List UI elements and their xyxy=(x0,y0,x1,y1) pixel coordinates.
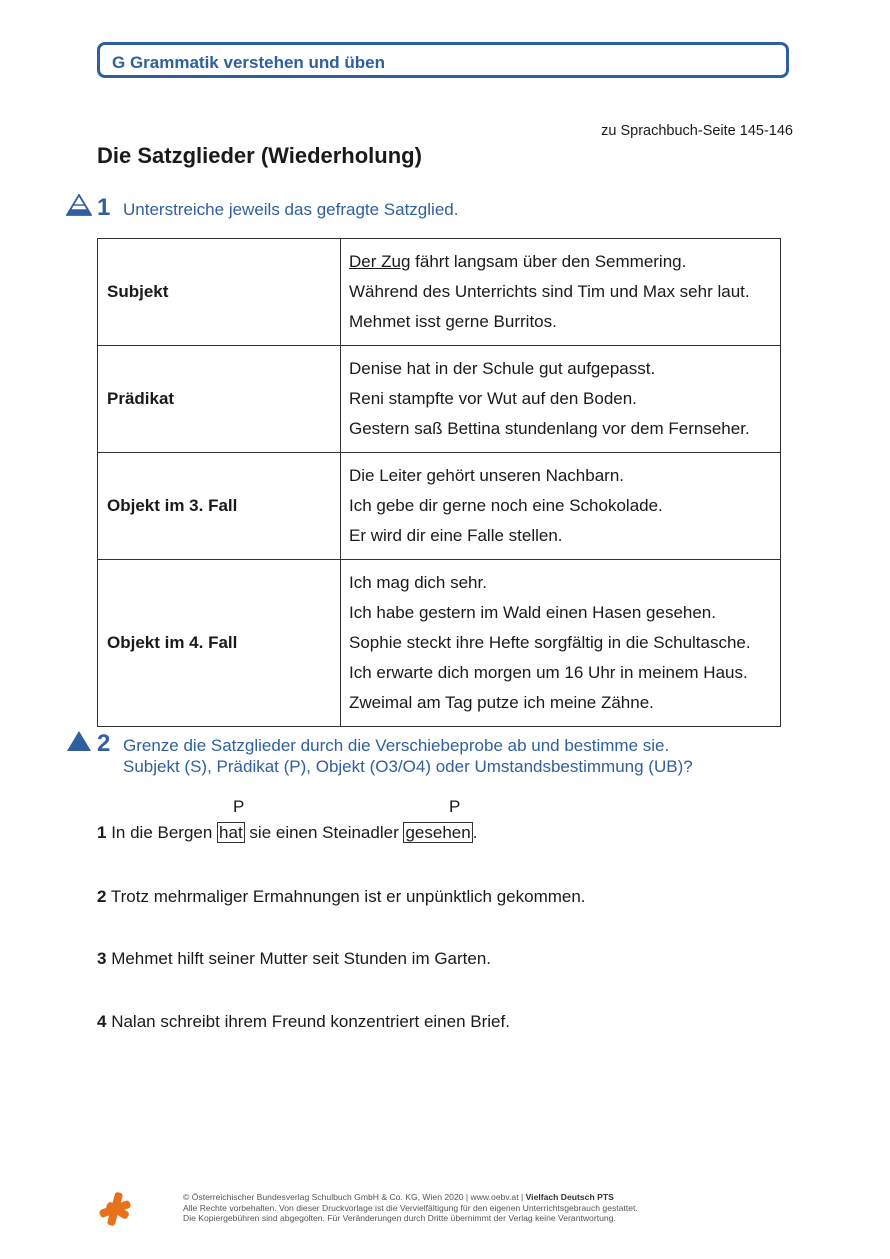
exercise-sentence-3 xyxy=(97,949,491,969)
task-2-instruction xyxy=(123,735,693,777)
sentence: Ich erwarte dich morgen um 16 Uhr in meinem Haus. xyxy=(349,663,748,682)
sentence-text: Mehmet hilft seiner Mutter seit Stunden im Garten. xyxy=(106,949,492,968)
sentence-cell xyxy=(341,346,781,453)
sentence-cell xyxy=(341,560,781,727)
sentence: Zweimal am Tag putze ich meine Zähne. xyxy=(349,693,654,712)
sentence: Während des Unterrichts sind Tim und Max sehr laut. xyxy=(349,282,750,301)
page-reference: zu Sprachbuch-Seite 145-146 xyxy=(601,123,793,139)
exercise-sentence-1 xyxy=(97,823,477,843)
exercise-sentence-4 xyxy=(97,1012,510,1032)
underlined-answer: Der Zug xyxy=(349,252,411,271)
difficulty-level-1-icon xyxy=(66,194,92,216)
table-row xyxy=(98,346,781,453)
row-label: Objekt im 4. Fall xyxy=(98,560,341,727)
footer-line-3: Die Kopiergebühren sind abgegolten. Für Veränderungen durch Dritte übernimmt der Verlag keine Verantwortung. xyxy=(183,1213,616,1223)
table-row xyxy=(98,453,781,560)
row-label: Objekt im 3. Fall xyxy=(98,453,341,560)
table-row xyxy=(98,560,781,727)
exercise-sentence-2 xyxy=(97,887,586,907)
page-title: Die Satzglieder (Wiederholung) xyxy=(97,143,422,168)
sentence: Ich mag dich sehr. xyxy=(349,573,487,592)
sentence: Die Leiter gehört unseren Nachbarn. xyxy=(349,466,624,485)
sentence: Ich habe gestern im Wald einen Hasen gesehen. xyxy=(349,603,716,622)
sentence: Reni stampfte vor Wut auf den Boden. xyxy=(349,389,637,408)
sentence xyxy=(349,247,772,277)
sentence-text: In die Bergen xyxy=(106,823,218,842)
footer-line-1 xyxy=(183,1192,638,1203)
boxed-satzglied: hat xyxy=(219,823,243,842)
satzglieder-table xyxy=(97,238,781,727)
sentence: Gestern saß Bettina stundenlang vor dem Fernseher. xyxy=(349,419,750,438)
chapter-header xyxy=(97,42,789,78)
sentence-text: sie einen Steinadler xyxy=(244,823,404,842)
sentence-text: . xyxy=(472,823,478,842)
footer-line-2: Alle Rechte vorbehalten. Von dieser Druckvorlage ist die Vervielfältigung für den eigenen Unterrichtsgebrauch gestattet. xyxy=(183,1202,638,1213)
sentence-number: 1 xyxy=(97,823,107,842)
table-row xyxy=(98,239,781,346)
task-1-instruction: Unterstreiche jeweils das gefragte Satzglied. xyxy=(123,200,459,219)
sentence-cell xyxy=(341,239,781,346)
task-2-instruction-line-1: Grenze die Satzglieder durch die Verschiebeprobe ab und bestimme sie. xyxy=(123,736,670,755)
sentence-number: 3 xyxy=(97,949,107,968)
sentence-number: 4 xyxy=(97,1012,107,1031)
example-label-p: P xyxy=(233,797,245,816)
task-2-number: 2 xyxy=(97,730,111,757)
footer-text: © Österreichischer Bundesverlag Schulbuch GmbH & Co. KG, Wien 2020 | www.oebv.at | xyxy=(183,1192,526,1202)
sentence: Sophie steckt ihre Hefte sorgfältig in die Schultasche. xyxy=(349,633,751,652)
footer-copyright xyxy=(183,1192,638,1224)
sentence: Denise hat in der Schule gut aufgepasst. xyxy=(349,359,656,378)
sentence: Er wird dir eine Falle stellen. xyxy=(349,526,563,545)
row-label: Subjekt xyxy=(98,239,341,346)
example-label-p: P xyxy=(449,797,461,816)
boxed-satzglied: gesehen xyxy=(405,823,471,842)
task-1-number: 1 xyxy=(97,194,111,221)
row-label: Prädikat xyxy=(98,346,341,453)
sentence: Ich gebe dir gerne noch eine Schokolade. xyxy=(349,496,663,515)
publisher-logo-icon xyxy=(97,1190,133,1228)
sentence-text: Trotz mehrmaliger Ermahnungen ist er unpünktlich gekommen. xyxy=(106,887,586,906)
sentence-cell xyxy=(341,453,781,560)
chapter-title: G Grammatik verstehen und üben xyxy=(112,53,386,72)
difficulty-level-2-icon xyxy=(66,730,92,752)
sentence: Mehmet isst gerne Burritos. xyxy=(349,312,557,331)
sentence-text: fährt langsam über den Semmering. xyxy=(410,252,687,271)
sentence-number: 2 xyxy=(97,887,107,906)
sentence-text: Nalan schreibt ihrem Freund konzentriert einen Brief. xyxy=(106,1012,510,1031)
task-2-instruction-line-2: Subjekt (S), Prädikat (P), Objekt (O3/O4) oder Umstandsbestimmung (UB)? xyxy=(123,757,693,776)
footer-book-title: Vielfach Deutsch PTS xyxy=(525,1192,614,1202)
